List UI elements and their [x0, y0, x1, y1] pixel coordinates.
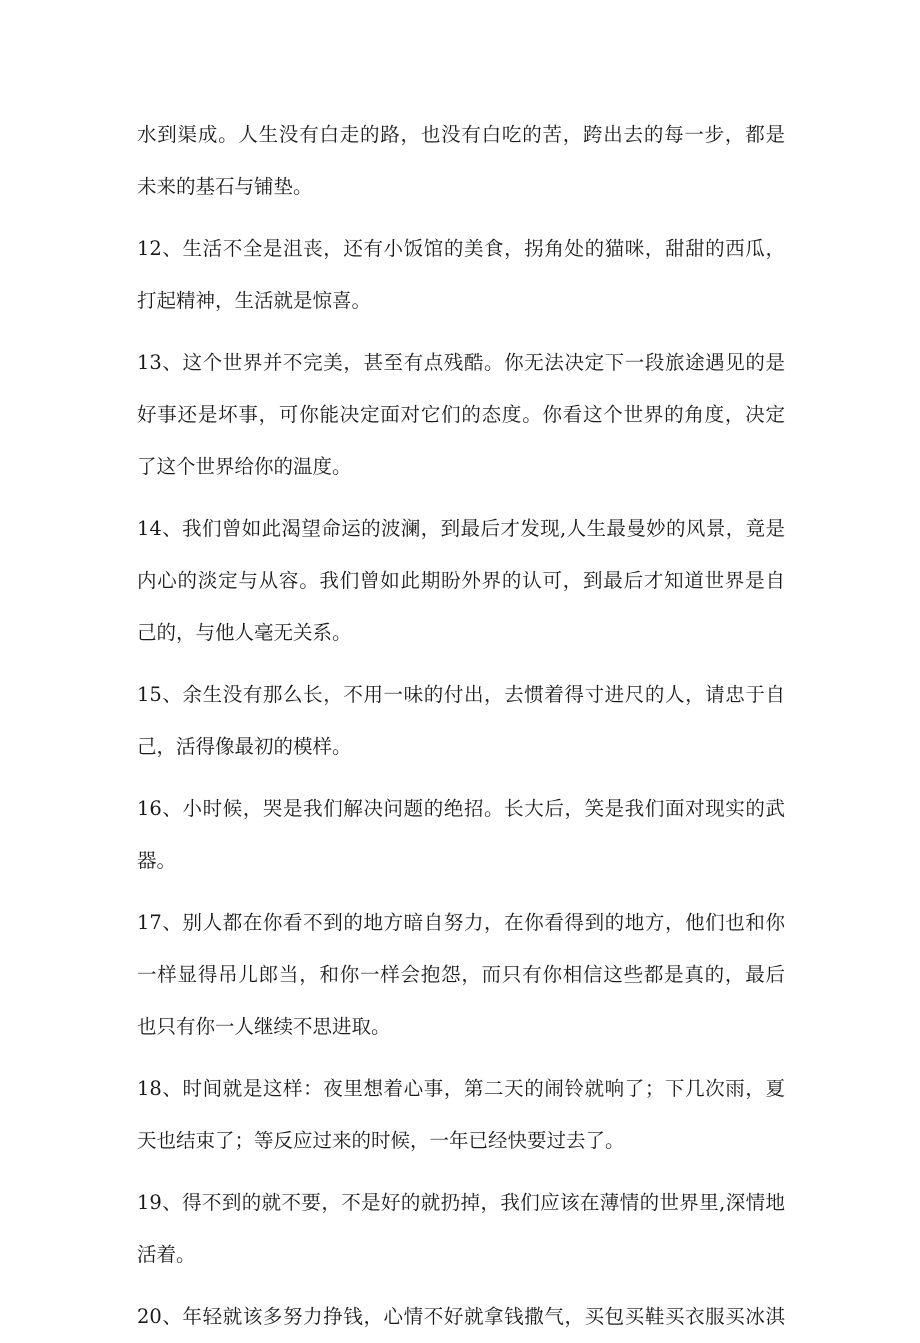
text-line: 13、这个世界并不完美，甚至有点残酷。你无法决定下一段旅途遇见的是	[137, 351, 785, 374]
text-line: 14、我们曾如此渴望命运的波澜，到最后才发现,人生最曼妙的风景，竟是	[137, 517, 785, 540]
text-line: 未来的基石与铺垫。	[137, 175, 313, 198]
text-line: 水到渠成。人生没有白走的路，也没有白吃的苦，跨出去的每一步，都是	[137, 123, 785, 146]
text-line: 17、别人都在你看不到的地方暗自努力，在你看得到的地方，他们也和你	[137, 911, 785, 934]
paragraph-gap	[137, 887, 785, 897]
text-line: 19、得不到的就不要，不是好的就扔掉，我们应该在薄情的世界里,深情地	[137, 1191, 785, 1214]
paragraph-gap	[137, 1281, 785, 1291]
text-line: 18、时间就是这样：夜里想着心事，第二天的闹铃就响了；下几次雨，夏	[137, 1077, 785, 1100]
text-line: 器。	[137, 849, 177, 872]
text-line: 也只有你一人继续不思进取。	[137, 1015, 391, 1038]
paragraph-gap	[137, 213, 785, 223]
paragraph-gap	[137, 1053, 785, 1063]
text-line: 活着。	[137, 1243, 196, 1266]
text-line: 好事还是坏事，可你能决定面对它们的态度。你看这个世界的角度，决定	[137, 403, 785, 426]
text-line: 天也结束了；等反应过来的时候，一年已经快要过去了。	[137, 1129, 625, 1152]
text-line: 内心的淡定与从容。我们曾如此期盼外界的认可，到最后才知道世界是自	[137, 569, 785, 592]
paragraph-gap	[137, 773, 785, 783]
paragraph-gap	[137, 493, 785, 503]
text-line: 了这个世界给你的温度。	[137, 455, 352, 478]
paragraph-gap	[137, 1167, 785, 1177]
text-line: 己，活得像最初的模样。	[137, 735, 352, 758]
text-line: 15、余生没有那么长，不用一味的付出，去惯着得寸进尺的人，请忠于自	[137, 683, 785, 706]
paragraph-gap	[137, 327, 785, 337]
text-line: 打起精神，生活就是惊喜。	[137, 289, 372, 312]
text-line: 12、生活不全是沮丧，还有小饭馆的美食，拐角处的猫咪，甜甜的西瓜，	[137, 237, 785, 260]
paragraph-gap	[137, 659, 785, 669]
text-line: 己的，与他人毫无关系。	[137, 621, 352, 644]
text-line: 20、年轻就该多努力挣钱，心情不好就拿钱撒气，买包买鞋买衣服买冰淇	[137, 1305, 785, 1328]
text-line: 16、小时候，哭是我们解决问题的绝招。长大后，笑是我们面对现实的武	[137, 797, 785, 820]
document-body	[137, 109, 785, 1343]
text-line: 一样显得吊儿郎当，和你一样会抱怨，而只有你相信这些都是真的，最后	[137, 963, 785, 986]
